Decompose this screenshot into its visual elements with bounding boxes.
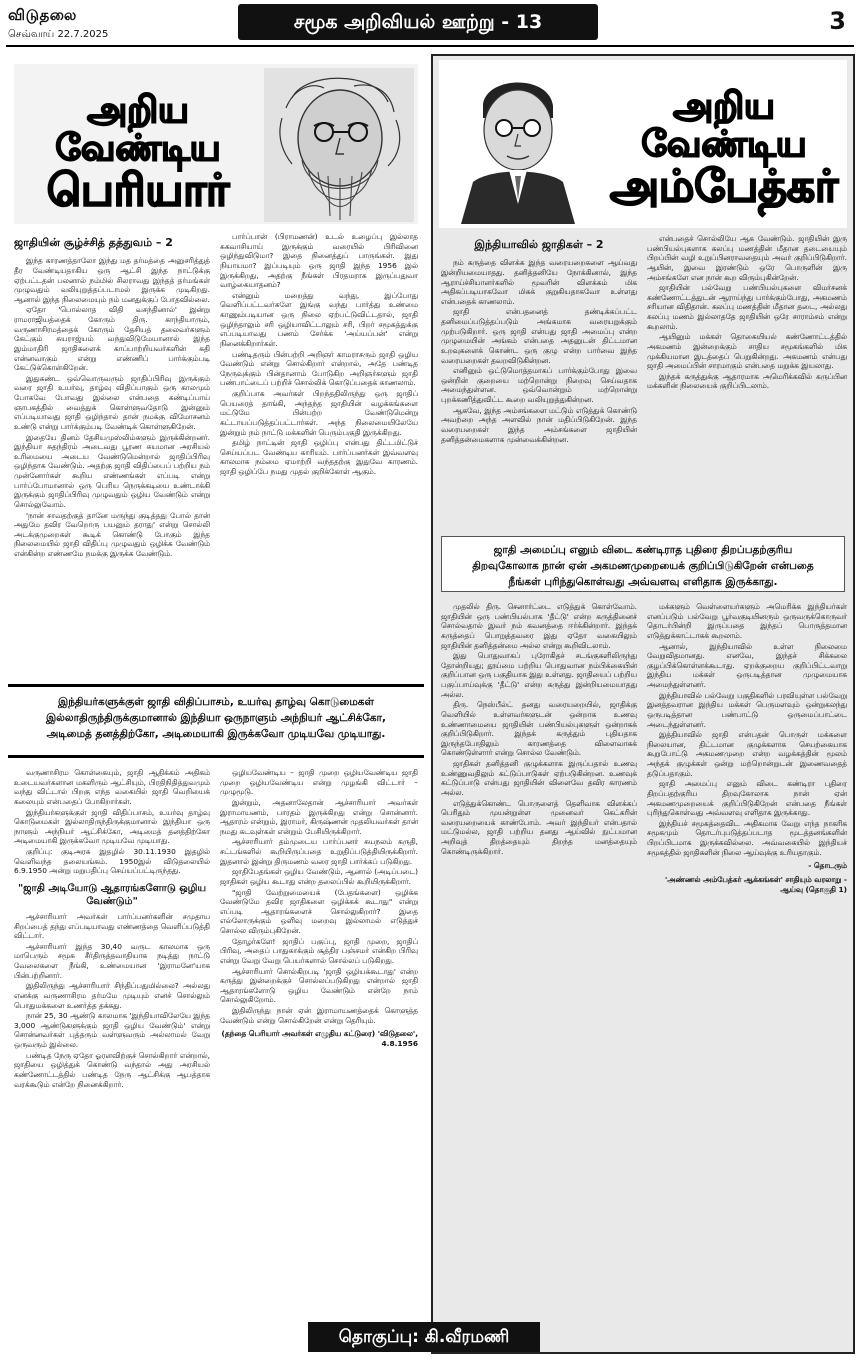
- periyar-col3-para: இந்தியர்களுக்குள் ஜாதி விதிப்பாசம், உயர்வு தாழ்வு கொடுமைகள் இல்லாதிருந்திருக்குமானால் இந்தியா ஒரு நாளும் அந்நியர் ஆட்சிக்கோ, அடிமைத் தனத்திற்கோ அடிமையாகி இருக்கவோ முடியவே முடியாது.: [14, 807, 210, 846]
- periyar-section: [8, 54, 424, 1354]
- compiler-credit: தொகுப்பு: கி.வீரமணி: [308, 1322, 540, 1352]
- periyar-col4-para: ஜாதிபேதங்கள் ஒழிய வேண்டும், ஆனால் (அடிப்படை) ஜாதிகள் ஒழிய கூடாது என்ற தலைப்பில் கூறியிருக்கிறார்.: [220, 867, 418, 886]
- series-title: சமூக அறிவியல் ஊற்று - 13: [238, 4, 598, 40]
- ambedkar-banner-line1: அறிய வேண்டிய: [641, 85, 807, 165]
- periyar-column-1: [14, 232, 210, 678]
- periyar-col4-para: தோழர்களே! ஜாதிப் பகுப்பு, ஜாதி முறை, ஜாதிப் பிரிவு, அதைப் பாதுகாக்கும் சூத்திர பஞ்சமர் என்கிற பிரிவு என்று வேறு வேறு பெயர்களால் சொல்லப் படுகிறது.: [220, 936, 418, 965]
- periyar-col4-para: இதிலிருந்து நான் ஏன் இராமாயணத்தைக் கொளுத்த வேண்டும் என்று சொல்கிறேன் என்று தெரியும்.: [220, 1006, 418, 1025]
- periyar-source-note: (தந்தை பெரியார் அவர்கள் எழுதிய கட்டுரை) 'விடுதலை', 4.8.1956: [221, 1029, 418, 1048]
- ambedkar-column-2: [647, 234, 847, 532]
- ambedkar-col3-para: ஜாதிகள் தனித்தனி குழுக்களாக இருப்பதால் உணவு உண்ணுவதிலும் கட்டுப்பாடுகள் ஏற்படுகின்றன. உணவுக் கட்டுப்பாடு என்பது ஜாதியின் விளைவே தவிர காரணம் அல்ல.: [441, 759, 637, 797]
- ambedkar-col3-para: இது பொதுவாகப் புரோகிதச் சடங்குகளிலிருந்து தோன்றியது; தூய்மை பற்றிய பொதுவான நம்பிக்கையின் குறிப்பான ஒரு பகுதியாக இது உள்ளது. ஜாதியைப் பற்றிய பகுப்பாய்வுக்கு 'தீட்டு' என்ற கருத்து இன்றியமையாதது அல்ல.: [441, 651, 637, 699]
- ambedkar-portrait-icon: [443, 64, 593, 224]
- ambedkar-col3-para: முதலில் திரு. செனார்ட்டை எடுத்துக் கொள்வோம். ஜாதியின் ஒரு பண்பியல்பாக 'தீட்டு' என்ற கருத்தினைச் சொல்வதால் இவர் நம் கவனத்தை ஈர்க்கின்றார். இந்தக் கருத்தைப் பொறுத்தவரை இது ஏதோ வகையிலும் ஜாதியின் தனித்தன்மை அல்ல என்று கூறிவிடலாம்.: [441, 602, 637, 650]
- ambedkar-column-1: [441, 234, 637, 532]
- ambedkar-col4-para: இந்தியாவில் பல்வேறு பகுதிகளில் பரவியுள்ள பல்வேறு இனத்தவரான இந்திய மக்கள் பெருமளவும் ஒன்றுகலந்து ஒருபடித்தான பண்பாட்டு ஒருமைப்பாட்டை அடைந்துள்ளனர்.: [647, 690, 847, 729]
- periyar-heading: ஜாதியின் சூழ்ச்சித் தத்துவம் – 2: [14, 236, 173, 249]
- ambedkar-pull-quote: [441, 536, 845, 592]
- page-header: [0, 0, 860, 46]
- periyar-col3b-para: நான் 25, 30 ஆண்டு காலமாக 'இந்தியாவிலேயே இந்த 3,000 ஆண்டுகளுக்கும் ஜாதி ஒழிய வேண்டும்' என்று சொன்னவர்கள் புத்தரும் வள்ளுவரும் அல்லாமல் வேறு ஒருவரும் இல்லை.: [14, 1011, 210, 1049]
- ambedkar-col4-para: ஆனால், இந்தியாவில் உள்ள நிலைமை வேறுவிதமானது. எனவே, இந்தச் சிக்கலை குழப்பிக்கொள்ளக்கூடாது. ஏறக்குறைய குறிப்பிட்டவாறு இந்திய மக்கள் ஒருபடித்தான முழுமையாக அமைந்துள்ளனர்.: [647, 641, 847, 689]
- ambedkar-col2-para: ஜாதியின் பல்வேறு பண்பியல்புகளை விமர்சனக் கண்ணோட்டத்துடன் ஆராய்ந்து பார்க்கும்போது, அகமணம் சரியான விதிதான். கலப்பு மணத்தின் மீதான தடை, அல்லது கலப்பு மணம் இல்லாததே ஜாதியின் ஒரே சாராம்சம் என்று கூறலாம்.: [647, 283, 847, 331]
- ambedkar-continue-note: - தொடரும்: [808, 861, 847, 871]
- periyar-col1-para: இந்த காரணத்தாலோ இந்து மத தர்மத்தை அனுசரித்துத் தீர வேண்டியதாகிய ஒரு ஆட்சி இந்த நாட்டுக்கு ஏற்பட்டதன் பலனால் நம்மில் சிலராவது இந்தத் தர்மங்கள் முழுவதும் வலியுறுத்தப்படாமல் இருக்க முடிகிறது. ஆனால் இந்த நிலைமையும் நம் மனதுக்குப் போதவில்லை.: [14, 256, 210, 304]
- ambedkar-column-4: [647, 602, 847, 1302]
- ambedkar-col2-para: என்பதைச் சொல்லியே ஆக வேண்டும். ஜாதியின் இரு பண்பியல்புகளாக கலப்பு மணத்தின் மீதான தடையையும் பிறப்பின் வழி உறுப்பினராவதையும் அவர் குறிப்பிடுகிறார். ஆயின், இவை இரண்டும் ஒரே பொருளின் இரு அம்சங்களே என நான் கூற விரும்புகின்றேன்.: [647, 234, 847, 282]
- ambedkar-section: [431, 54, 855, 1354]
- periyar-portrait-icon: [264, 68, 414, 222]
- ambedkar-col1-para: எனினும் ஒட்டுமொத்தமாகப் பார்க்கும்போது இவை ஒன்றின் குறையை மற்றொன்று நிறைவு செய்வதாக அமைந்துள்ளன. ஒவ்வொன்றும் மற்றொன்று புறக்கணித்துவிட்ட கூறை வலியுறுத்துகின்றன.: [441, 366, 637, 405]
- ambedkar-col4-para: இத்தியாவில் ஜாதி என்பதன் பொருள் மக்களை நிலையான, திட்டமான குழுக்களாக செயற்கையாக கூறுபோட்டு அகமணமுறை என்ற வழக்கத்தின் மூலம் அந்தக் குழுக்கள் ஒன்று மற்றொன்றுடன் இணைவதைத் தடுப்பதாகும்.: [647, 730, 847, 778]
- periyar-col4-para: ஆச்சாரியார் தம்முடைய பார்ப்பனர் சுயநலம் கருதி, சட்டங்களில் கூறியிருப்பதை உறுதிப்படுத்தியிருக்கிறார். இதனால் இன்று திருமணம் வரை ஜாதி பார்க்கப் படுகிறது.: [220, 837, 418, 866]
- periyar-banner-title: [28, 89, 248, 216]
- periyar-banner-line2: பெரியார்: [46, 164, 230, 216]
- header-rule: [6, 45, 854, 47]
- ambedkar-col1-para: ஆகவே, இந்த அம்சங்களை மட்டும் எடுத்துக் கொண்டு அவற்றை அந்த அளவில் நான் மதிப்பிடுகிறேன். இந்த வரையறைகள் இந்த அம்சங்களை ஜாதியின் தனித்தன்மைகளாக முன்வைக்கின்றன.: [441, 405, 637, 444]
- periyar-quote-line3: அடிமைத் தனத்திற்கோ, அடிமையாகி இருக்கவோ முடியவே முடியாது.: [46, 727, 386, 740]
- periyar-col4-para: ஒழியவேண்டிய – ஜாதி முறை ஒழியவேண்டிய ஜாதி முறை ஒழியவேண்டிய என்று முழங்கி விட்டார் – முழுமூடு.: [220, 768, 418, 797]
- periyar-col3b-para: இதிலிருந்து ஆச்சாரியார் சிந்திப்பதுமில்லை? அல்லது எனக்கு வருணாசிரம தர்மமே முடியும் எனச் சொல்லும் பொதுமக்களை உணர்த்த தக்கது.: [14, 981, 210, 1010]
- periyar-col2-para: பண்டிதரும் பின்பற்றி அறிஞர் காமராசரும் ஜாதி ஒழிய வேண்டும் என்று சொல்கிறார் என்றால், அதே பண்டித நேருவுக்கும் பின்தானாம் போடுகிற அறிஞர்களும் ஜாதி பண்பாட்டைப் பற்றிச் சொல்லிக் கொடுப்பதைக் காணலாம்.: [220, 349, 418, 388]
- ambedkar-col1-para: ஜாதி என்பதனைத் தண்டிக்கப்பட்ட தனிமைப்படுத்தப்படும் அங்கமாக வரையறுக்கும் முற்படுகிறார். ஒரு ஜாதி என்பது ஜாதி அமைப்பு என்ற முழுமையின் அங்கம் என்பதை அதனுடன் திட்டமான உறவுகளைக் கொண்ட ஒரு குழு என்ற பார்வை இந்த வரையறைகள் தவறவிடுகின்றன.: [441, 307, 637, 365]
- ambedkar-banner: [439, 60, 847, 228]
- ambedkar-col2-para: இந்தக் கருத்துக்கு ஆதாரமாக அமெரிக்கவில் கருப்பின மக்களின் நிலையைக் குறிப்பிடலாம்.: [647, 371, 847, 391]
- periyar-quote-line2: இல்லாதிருந்திருக்குமானால் இந்தியா ஒருநாளும் அந்நியர் ஆட்சிக்கோ,: [45, 711, 387, 724]
- ambedkar-col4-para: மக்களும் வெள்ளையர்களும் அமெரிக்க இந்தியர்கள் எனப்படும் பல்வேறு பூர்வகுடியினரும் ஒருவருக்கொருவர் தொடர்பின்றி இருப்பதை இந்தப் பொருத்தமான எடுத்துக்காட்டாகக் கூறலாம்.: [647, 602, 847, 640]
- ambedkar-col2-para: ஆயினும் மக்கள் தொகையியல் கண்ணோட்டத்தில் அகமணம் இன்றைக்கும் சாதிய சமூகங்களில் மிக முக்கியமான இடத்தைப் பெறுகின்றது. அகமணம் என்பது ஜாதி அமைப்பின் சாரமாகும் என்பதை மறுக்க இயலாது.: [647, 332, 847, 371]
- periyar-col1-para: ஏதோ 'பொல்லாத விதி வசந்தினால்' இன்று ராமராஜியத்தைக் கோரும் திரு. காந்தியாரும், வருணாசிரமத்தைக் கோரும் தேசியத் தலைவர்களும் கேட்கும் சுயராஜ்யம் வந்துவிடுமேயானால் இந்த இம்மாதிரி ஜாதிகளைக் காப்பாற்றியவர்களின் கதி என்னவாகும் என்று எண்ணிப் பார்க்கும்படி கேட்டுக்கொள்கிறேன்.: [14, 305, 210, 373]
- periyar-col2-para: தமிழ் நாட்டின் ஜாதி ஒழிப்பு என்பது திட்டமிட்டுச் செய்யப்பட வேண்டிய காரியம். பார்ப்பனர்கள் இவ்வளவு காலமாக நம்மை ஏமாற்றி வந்ததற்கு இதுவே காரணம். ஜாதி ஒழிப்பே நமது முதல் குறிக்கோள் ஆகும்.: [220, 438, 418, 476]
- periyar-col2-para: பார்ப்பான் (பிராமணன்) உடல் உழைப்பு இல்லாத சுகவாசியாய் இருக்கும் வரையில் பிரிவினை ஒழிந்துவிடுமா? இதை நினைத்துப் பாருங்கள். இது நியாயமா? இப்படியும் ஒரு ஜாதி இந்த 1956 இல் இருக்கிறது, அதற்கு நீங்கள் பிரதமராக இருப்பதுவா வாழ்கையாதனம்?: [220, 232, 418, 290]
- periyar-col4-para: இன்றும், அதனாலேதான் ஆச்சாரியார் அவர்கள் இராமாயணம், பாரதம் இருக்கிறது என்று சொன்னார். ஆதாரம் என்றும், இராமர், கிருஷ்ணன் முதலியவர்கள் தான் நமது கடவுள்கள் என்றும் பேசியிருக்கிறார்.: [220, 797, 418, 836]
- ambedkar-source-note: 'அண்ணல் அம்பேத்கர் ஆக்கங்கள்' சாதியும் வரலாறு - ஆய்வு (தொகுதி 1): [665, 874, 847, 894]
- periyar-subheading: "ஜாதி அடியோடு ஆதாரங்களோடு ஒழிய வேண்டும்": [17, 882, 207, 907]
- periyar-col4-para: ஆச்சாரியார் சொல்கிறபடி 'ஜாதி ஒழியக்கூடாது' என்ற கருத்து இன்றைக்குச் சொல்லப்படுகிறது என்றால் ஜாதி ஆதாரங்களோடு ஒழிய வேண்டும் என்றே நாம் சொல்லுகிறோம்.: [220, 966, 418, 1005]
- periyar-col2-para: என்னும் மறைத்து வந்து, இப்போது வெளிப்பட்டவர்களே இங்கு வந்து பார்த்து உண்மை காணும்படியான ஒரு நிலை ஏற்பட்டுவிட்டதால், ஜாதி ஒழிந்தாலும் சரி ஒழியாவிட்டாலும் சரி, பிறர் சமூகத்துக்கு எப்படியாவது பணம் சேர்க்க 'அய்யப்பன்' என்று நினைக்கிறார்கள்.: [220, 290, 418, 348]
- ambedkar-quote-line3: நீங்கள் புரிந்துகொள்வது அவ்வளவு எளிதாக இருக்காது.: [508, 575, 778, 588]
- periyar-banner: [14, 64, 418, 224]
- periyar-banner-line1: அறிய வேண்டிய: [55, 89, 221, 169]
- periyar-col4-para: "ஜாதி வேற்றுமையைக் (பேதங்களை) ஒழிக்க வேண்டுமே தவிர ஜாதிகளை ஒழிக்கக் கூடாது" என்று எப்படி ஆதாரங்களைச் சொல்லுகிறார்? இதை எல்லோருக்கும் ஒளிவு மறைவு இல்லாமல் எடுத்துச் சொல்ல விரும்புகிறேன்.: [220, 887, 418, 935]
- masthead-block: [8, 6, 108, 41]
- periyar-column-4: [220, 768, 418, 1318]
- periyar-col3b-para: ஆச்சாரியார் இந்த 30,40 வருட காலமாக ஒரு மாபெரும் சமூக சீர்திருத்தவாதியாக நடித்து நாட்டு வேலைகளை நீங்கி, உண்மையான 'இராமனே'யாக பின்பற்றினார்.: [14, 941, 210, 980]
- periyar-col3b-para: ஆச்சாரியார் அவர்கள் பார்ப்பனர்களின் சமுதாய சிறப்பைத் தந்து எப்படியாவது எண்ணத்தை வெளிப்படுத்தி விட்டார்.: [14, 911, 210, 941]
- masthead: விடுதலை: [8, 6, 77, 24]
- ambedkar-col4-para: ஜாதி அமைப்பு எனும் விடை கண்டிரா புதிரை திறப்பதற்குரிய திறவுகோலாக நான் ஏன் அகமணமுறையைக் குறிப்பிடுகிறேன் என்பதை நீங்கள் புரிந்துகொள்வது அவ்வளவு எளிதாக இருக்காது.: [647, 779, 847, 818]
- ambedkar-quote-line1: ஜாதி அமைப்பு எனும் விடை கண்டிராத புதிரை திறப்பதற்குரிய: [493, 544, 793, 556]
- ambedkar-col3-para: எடுத்துக்கொண்ட பொருளைத் தெளிவாக விளக்கப் பெரிதும் முயன்றுள்ள முனைவர் கெட்கரின் வரையறையைக் காண்போம். அவர் இந்தியர் என்பதால் மட்டுமல்ல, ஜாதி பற்றிய தனது ஆய்வில் நுட்பமான அறிவுத் திறத்தையும் திறந்த மனத்தையும் கொண்டிருக்கிறார்.: [441, 798, 637, 856]
- ambedkar-col4-para: இந்தியச் சமூகத்தைவிட அதிகமாக வேறு எந்த நாகரிக சமூகமும் தொடர்புபடுத்தப்படாத மூடத்தனங்களின் பிறப்பிடமாக இருக்கவில்லை. அவ்வகையில் இந்தியச் சமூகத்தில் ஜாதிகளின் நிலை ஆய்வுக்கு உரியதாகும்.: [647, 818, 847, 857]
- periyar-col1-para: இதையே தினம் தேசியமுஸ்லிம்களும் இருக்கின்றனர். இந்தியா சுதந்திரம் அடைவது பூரண சுயமான அரசியல் உரிமையை அடைய வேண்டுமென்றால் ஜாதிப்பிரிவு ஒழிந்தாக வேண்டும். அதற்கு ஜாதி விதிப்பைப் பற்றிய நம் முன்னோர்கள் கூறிய எண்ணங்கள் எப்படி என்று பார்ப்போமானால் ஒரு பெரிய நெருக்கடியை உண்டாக்கி இருக்கும் ஜாதிப்பிரிவு முழுவதும் ஒழிய வேண்டும் என்று சொல்லுவோம்.: [14, 432, 210, 509]
- periyar-col3-para: வருணாசிரம கொள்கையும், ஜாதி ஆதிக்கம் அதிகம் உடையவர்களான மகளிரும் ஆட்சியும், பிரதிநிதித்துவமும் வந்து விட்டால் பிறகு எந்த வகையில் ஜாதி வெறியைக் கலையும் என்பதைப் போகிறார்கள்.: [14, 768, 210, 806]
- ambedkar-banner-line2: அம்பேத்கர்: [609, 160, 839, 212]
- periyar-quote-line1: இந்தியர்களுக்குள் ஜாதி விதிப்பாசம், உயர்வு தாழ்வு கொடுமைகள்: [57, 696, 374, 708]
- ambedkar-quote-line2: திறவுகோலாக நான் ஏன் அகமணமுறையைக் குறிப்பிடுகிறேன் என்பதை: [472, 559, 814, 572]
- page-number: 3: [829, 7, 846, 35]
- periyar-pull-quote: [8, 684, 424, 758]
- periyar-column-2: [220, 232, 418, 678]
- ambedkar-banner-title: [609, 85, 839, 212]
- ambedkar-col1-para: நம் கருத்தை விளக்க இந்த வரையறைகளை ஆய்வது இன்றியமையாதது. தனித்தனியே நோக்கினால், இந்த ஆராய்ச்சியாளர்களில் மூவரின் விளக்கம் மிக அதிகப்படியாகவோ மிகக் குறுகியதாகவோ உள்ளது என்பதைக் காணலாம்.: [441, 258, 637, 306]
- periyar-col2-para: குறிப்பாக அவர்கள் பிறந்ததிலிருந்து ஒரு ஜாதிப் பெயரைத் தாங்கி, அந்தந்த ஜாதியின் வழக்கங்களை மட்டுமே பின்பற்ற வேண்டுமென்று கட்டாயப்படுத்தப்பட்டார்கள். அந்த நிலைமையிலேயே இன்றும் நம் நாட்டு மக்களின் பெரும்பகுதி இருக்கிறது.: [220, 389, 418, 437]
- ambedkar-col3-para: திரு. நெஸ்பீல்ட் தனது வரையறையில், ஜாதிக்கு வெளியில் உள்ளவர்களுடன் ஒன்றாக உணவு உண்ணாமையை ஜாதியின் பண்பியல்புகளுள் ஒன்றாகக் குறிப்பிடுகிறார். இந்தக் கருத்தும் புதியதாக இருந்தபோதிலும் காரணத்தை விளைவாகக் கொண்டுள்ளார் என்று சொல்ல வேண்டும்.: [441, 700, 637, 758]
- ambedkar-heading: இந்தியாவில் ஜாதிகள் – 2: [474, 238, 604, 251]
- ambedkar-column-3: [441, 602, 637, 1342]
- issue-date: செவ்வாய் 22.7.2025: [8, 28, 109, 40]
- periyar-col1-para: இதுகண்ட ஒவ்வொருவரும் ஜாதிப்பிரிவு இருக்கும் வரை ஜாதி உயர்வு, தாழ்வு விதிப்பாகும் ஒரு காலமும் போகவே போவது இல்லை என்பதை கண்டிப்பாய் ஞாபகத்தில் வைத்துக் கொள்ளுவதோடு இன்னும் எப்படியாவது ஜாதி ஒழிந்தால் தான் நமக்கு விமோசனம் உண்டு என்று பார்க்கும்படி வேண்டிக் கொள்ளுகிறேன்.: [14, 373, 210, 431]
- periyar-col1-para: 'நான் சாவதற்குத் தானே மருந்து குடித்தது போல் தான் அதுமே தவிர வேறொரு பயனும் தராது' என்று சொல்லி அடக்குமுறைகள் கூடிக் கொண்டு போகும் இந்த நிலைமையில் ஜாதி விதிப்பு முழுவதும் ஒழிக்க வேண்டும் என்கின்ற எண்ணமே நமக்கு இருக்க வேண்டும்.: [14, 510, 210, 559]
- periyar-col3-para: குறிப்பு: குடிஅரசு இதழில் 30.11.1930 இதழில் வெளிவந்த தலையங்கம். 1950இல் விடுதலையில் 6.9.1950 அன்று மறுபதிப்பு செய்யப்பட்டிருந்தது.: [14, 847, 210, 876]
- periyar-col3b-para: பண்டித நேரு ஏதோ ஓரளவிற்குச் சொல்கிறார் என்றால், ஜாதியை ஒழித்துக் கொண்டு வந்தால் அது அரசியல் கண்ணோட்டத்தில் பண்டித நேரு ஆட்சிக்கு ஆபத்தாக வரக்கூடும் என்றே நினைக்கிறார்.: [14, 1050, 210, 1089]
- periyar-column-3: [14, 768, 210, 1358]
